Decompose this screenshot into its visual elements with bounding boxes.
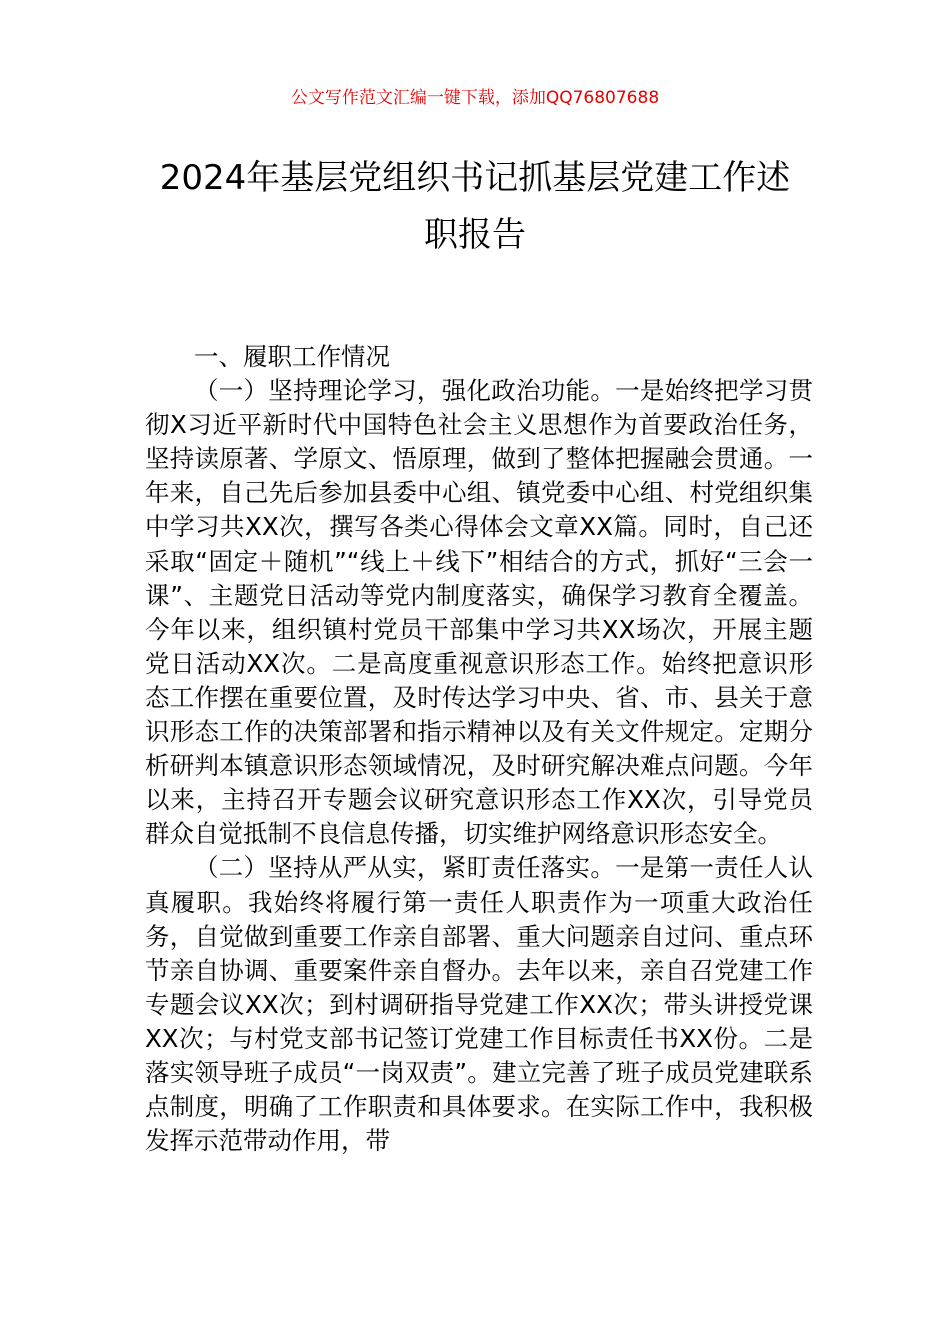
title-line-1: 2024年基层党组织书记抓基层党建工作述	[159, 158, 791, 198]
section-heading: 一、履职工作情况	[194, 342, 390, 371]
title-line-2: 职报告	[424, 215, 526, 255]
download-promo-note: 公文写作范文汇编一键下载，添加QQ76807688	[290, 88, 660, 108]
body-paragraph: （一）坚持理论学习，强化政治功能。一是始终把学习贯彻X习近平新时代中国特色社会主义思想作为首要政治任务，坚持读原著、学原文、悟原理，做到了整体把握融会贯通。一年来，自己先后参加县委中心组、镇党委中心组、村党组织集中学习共XX次，撰写各类心得体会文章XX篇。同时，自己还采取“固定＋随机”“线上＋线下”相结合的方式，抓好“三会一课”、主题党日活动等党内制度落实，确保学习教育全覆盖。今年以来，组织镇村党员干部集中学习共XX场次，开展主题党日活动XX次。二是高度重视意识形态工作。始终把意识形态工作摆在重要位置，及时传达学习中央、省、市、县关于意识形态工作的决策部署和指示精神以及有关文件规定。定期分析研判本镇意识形态领域情况，及时研究解决难点问题。今年以来，主持召开专题会议研究意识形态工作XX次，引导党员群众自觉抵制不良信息传播，切实维护网络意识形态安全。	[145, 376, 813, 849]
body-paragraph: （二）坚持从严从实，紧盯责任落实。一是第一责任人认真履职。我始终将履行第一责任人职责作为一项重大政治任务，自觉做到重要工作亲自部署、重大问题亲自过问、重点环节亲自协调、重要案件亲自督办。去年以来，亲自召党建工作专题会议XX次；到村调研指导党建工作XX次；带头讲授党课XX次；与村党支部书记签订党建工作目标责任书XX份。二是落实领导班子成员“一岗双责”。建立完善了班子成员党建联系点制度，明确了工作职责和具体要求。在实际工作中，我积极发挥示范带动作用，带	[145, 853, 813, 1156]
document-title	[140, 150, 810, 264]
document-body	[145, 340, 813, 1158]
